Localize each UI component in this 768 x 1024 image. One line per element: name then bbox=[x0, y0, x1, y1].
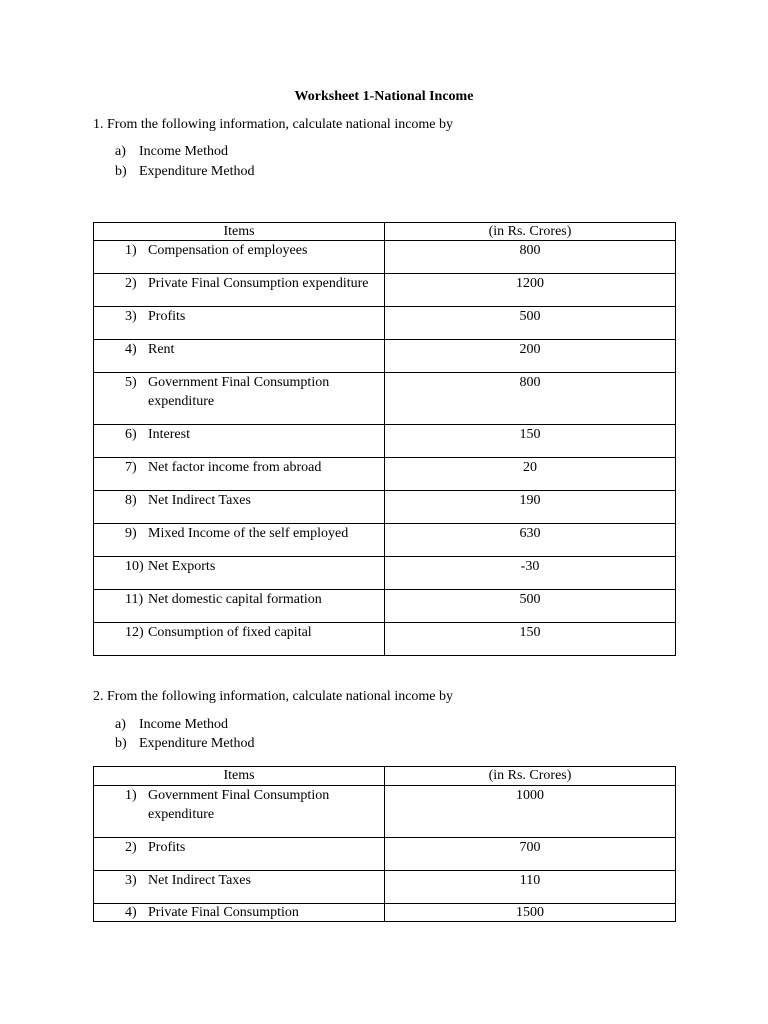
header-amount: (in Rs. Crores) bbox=[385, 223, 676, 241]
table-row bbox=[94, 307, 676, 340]
item-value: 1500 bbox=[385, 904, 676, 922]
item-number: 2) bbox=[125, 840, 137, 855]
item-value: 800 bbox=[385, 373, 676, 425]
table-row bbox=[94, 524, 676, 557]
method-label: Income Method bbox=[139, 144, 229, 159]
question-1-table bbox=[93, 222, 676, 656]
item-label: Consumption of fixed capital bbox=[148, 625, 312, 640]
item-value: -30 bbox=[385, 557, 676, 590]
table-header-row bbox=[94, 223, 676, 241]
item-value: 1200 bbox=[385, 274, 676, 307]
item-label: Net factor income from abroad bbox=[148, 460, 322, 475]
item-value: 500 bbox=[385, 307, 676, 340]
table-row bbox=[94, 557, 676, 590]
table-row bbox=[94, 340, 676, 373]
item-label: Compensation of employees bbox=[148, 243, 308, 258]
table-row bbox=[94, 491, 676, 524]
item-number: 4) bbox=[125, 342, 137, 357]
item-number: 3) bbox=[125, 309, 137, 324]
item-number: 3) bbox=[125, 873, 137, 888]
table-row bbox=[94, 458, 676, 491]
table-row bbox=[94, 373, 676, 425]
item-value: 700 bbox=[385, 838, 676, 871]
item-value: 150 bbox=[385, 425, 676, 458]
table-row bbox=[94, 786, 676, 838]
item-label: Interest bbox=[148, 427, 190, 442]
table-row bbox=[94, 425, 676, 458]
item-label: Rent bbox=[148, 342, 175, 357]
table-row bbox=[94, 623, 676, 656]
item-value: 800 bbox=[385, 241, 676, 274]
item-number: 2) bbox=[125, 276, 137, 291]
method-label: Expenditure Method bbox=[139, 164, 255, 179]
item-value: 1000 bbox=[385, 786, 676, 838]
method-label: Expenditure Method bbox=[139, 736, 255, 751]
item-label: Profits bbox=[148, 309, 186, 324]
item-value: 200 bbox=[385, 340, 676, 373]
header-items: Items bbox=[94, 223, 385, 241]
item-value: 190 bbox=[385, 491, 676, 524]
header-items: Items bbox=[94, 767, 385, 786]
method-marker: a) bbox=[115, 717, 126, 732]
item-value: 500 bbox=[385, 590, 676, 623]
item-number: 1) bbox=[125, 788, 137, 803]
item-label: Profits bbox=[148, 840, 186, 855]
question-1-method-b bbox=[115, 162, 254, 181]
item-label: Private Final Consumption bbox=[148, 905, 299, 920]
item-label: Net domestic capital formation bbox=[148, 592, 322, 607]
item-label: Government Final Consumption expenditure bbox=[148, 788, 330, 822]
item-number: 1) bbox=[125, 243, 137, 258]
question-1-method-a bbox=[115, 142, 228, 161]
item-value: 150 bbox=[385, 623, 676, 656]
item-number: 12) bbox=[125, 625, 144, 640]
item-number: 8) bbox=[125, 493, 137, 508]
item-number: 4) bbox=[125, 905, 137, 920]
item-number: 11) bbox=[125, 592, 144, 607]
item-number: 10) bbox=[125, 559, 144, 574]
item-number: 7) bbox=[125, 460, 137, 475]
item-number: 5) bbox=[125, 375, 137, 390]
table-row bbox=[94, 904, 676, 922]
table-row bbox=[94, 241, 676, 274]
item-label: Government Final Consumption expenditure bbox=[148, 375, 330, 409]
item-label: Net Indirect Taxes bbox=[148, 493, 251, 508]
item-number: 9) bbox=[125, 526, 137, 541]
method-marker: b) bbox=[115, 164, 127, 179]
question-2-prompt: 2. From the following information, calculate national income by bbox=[93, 689, 454, 704]
item-label: Private Final Consumption expenditure bbox=[148, 276, 369, 291]
question-2-method-b bbox=[115, 734, 254, 753]
question-2-method-a bbox=[115, 715, 228, 734]
header-amount: (in Rs. Crores) bbox=[385, 767, 676, 786]
item-value: 630 bbox=[385, 524, 676, 557]
question-2-table bbox=[93, 766, 676, 922]
question-1-prompt: 1. From the following information, calculate national income by bbox=[93, 117, 454, 132]
method-label: Income Method bbox=[139, 717, 229, 732]
table-header-row bbox=[94, 767, 676, 786]
item-label: Net Indirect Taxes bbox=[148, 873, 251, 888]
item-label: Net Exports bbox=[148, 559, 216, 574]
table-row bbox=[94, 274, 676, 307]
worksheet-title: Worksheet 1-National Income bbox=[294, 89, 474, 104]
item-number: 6) bbox=[125, 427, 137, 442]
item-value: 20 bbox=[385, 458, 676, 491]
table-row bbox=[94, 838, 676, 871]
item-value: 110 bbox=[385, 871, 676, 904]
method-marker: a) bbox=[115, 144, 126, 159]
table-row bbox=[94, 871, 676, 904]
method-marker: b) bbox=[115, 736, 127, 751]
item-label: Mixed Income of the self employed bbox=[148, 526, 349, 541]
table-row bbox=[94, 590, 676, 623]
